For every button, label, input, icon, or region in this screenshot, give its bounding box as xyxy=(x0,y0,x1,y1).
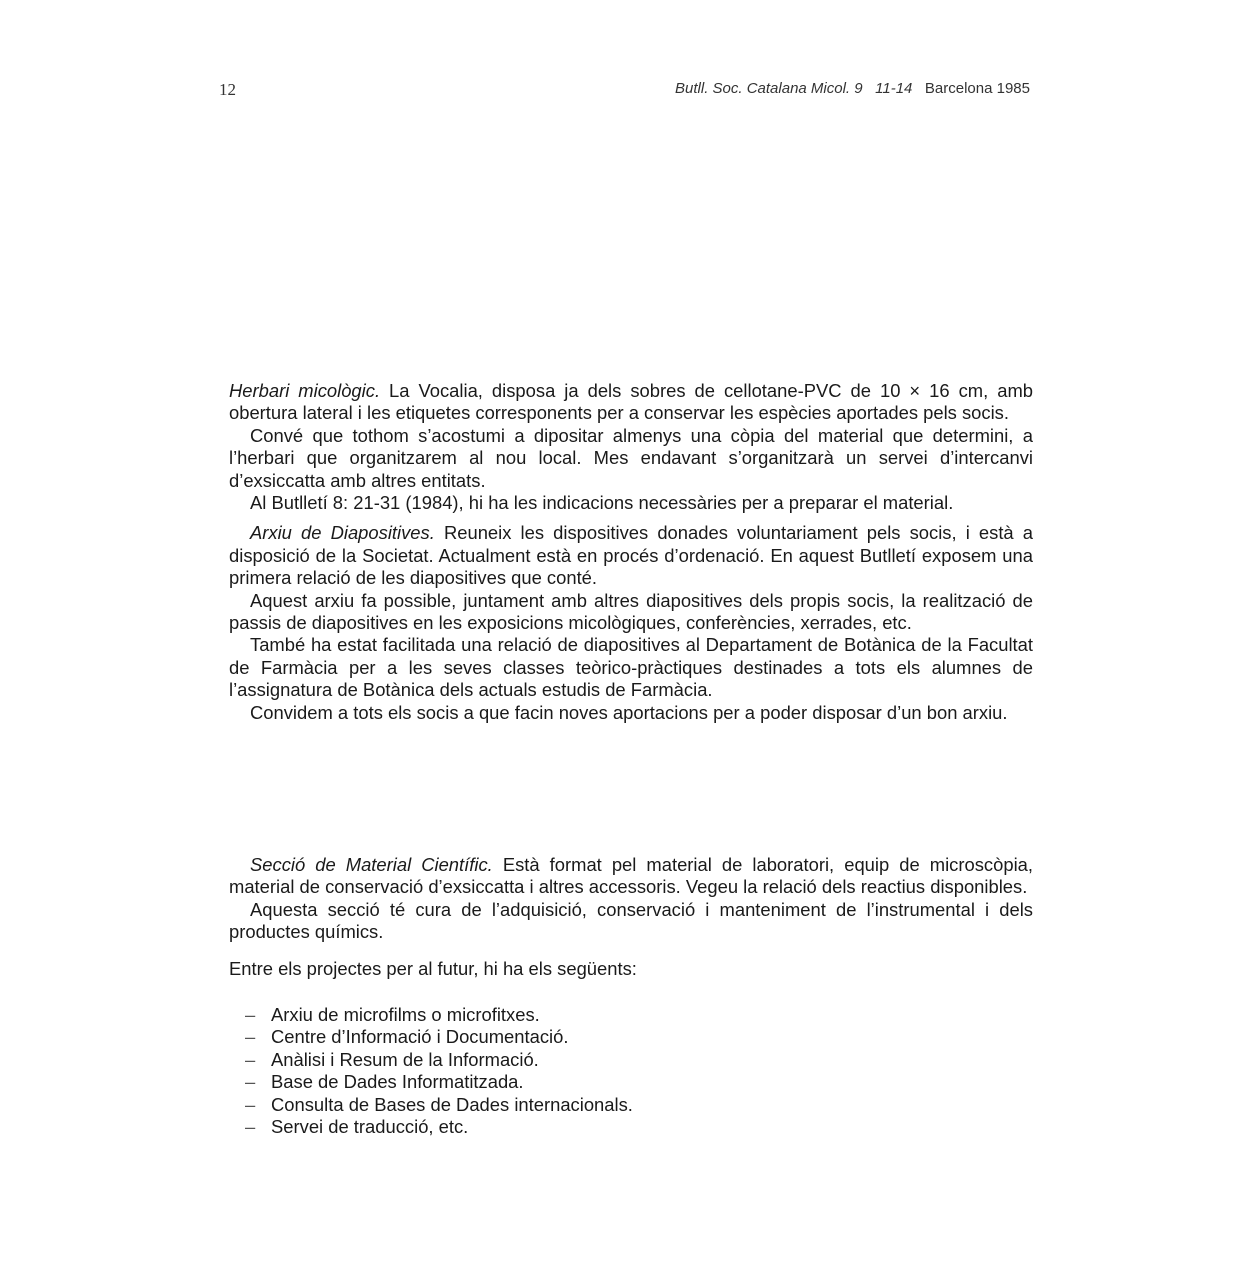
paragraph xyxy=(229,425,1033,492)
paragraph-text: La Vocalia, disposa ja dels sobres de cellotane-PVC de 10 × 16 cm, amb obertura lateral i les etiquetes corresponents per a conservar les espècies aportades pels socis. xyxy=(229,380,1034,424)
paragraph xyxy=(229,854,1033,899)
paragraph xyxy=(229,522,1033,589)
dash-bullet: – xyxy=(245,1093,256,1115)
content-upper xyxy=(229,380,1033,724)
section-heading-herbari: Herbari micològic. xyxy=(229,380,381,401)
content-lower xyxy=(229,854,1033,1138)
list-item xyxy=(245,1071,1033,1093)
list-item xyxy=(245,1094,1033,1116)
running-head xyxy=(600,80,1030,97)
list-item-text: Consulta de Bases de Dades internacionals. xyxy=(271,1093,633,1115)
paragraph xyxy=(229,590,1033,635)
projects-list xyxy=(229,1004,1033,1138)
paragraph xyxy=(229,702,1033,724)
dash-bullet: – xyxy=(245,1071,256,1093)
section-heading-arxiu: Arxiu de Diapositives. xyxy=(250,522,435,544)
projects-intro: Entre els projectes per al futur, hi ha els següents: xyxy=(229,957,637,979)
section-heading-material: Secció de Material Científic. xyxy=(250,854,493,875)
paragraph xyxy=(229,380,1033,425)
paragraph xyxy=(229,899,1033,944)
paragraph-text: Reuneix les dispositives donades voluntariament pels socis, i està a disposició de la Societat. Actualment està en procés d’ordenació. En aquest Butlletí exposem una primera relació de les diapositives que conté. xyxy=(229,522,1033,589)
paragraph-text: Al Butlletí 8: 21-31 (1984), hi ha les indicacions necessàries per a preparar el material. xyxy=(250,492,954,514)
journal-title: Butll. Soc. Catalana Micol. 9 xyxy=(675,80,863,97)
paragraph-text: Aquesta secció té cura de l’adquisició, conservació i manteniment de l’instrumental i dels productes químics. xyxy=(229,898,1033,943)
list-item xyxy=(245,1026,1033,1048)
list-item-text: Centre d’Informació i Documentació. xyxy=(271,1026,569,1048)
section-herbari xyxy=(229,380,1033,514)
list-item-text: Servei de traducció, etc. xyxy=(271,1116,469,1138)
list-item xyxy=(245,1049,1033,1071)
dash-bullet: – xyxy=(245,1026,256,1048)
dash-bullet: – xyxy=(245,1116,256,1138)
list-item-text: Anàlisi i Resum de la Informació. xyxy=(271,1048,539,1070)
list-item xyxy=(245,1116,1033,1138)
list-item-text: Base de Dades Informatitzada. xyxy=(271,1071,524,1093)
list-item-text: Arxiu de microfilms o microfitxes. xyxy=(271,1004,540,1026)
section-arxiu xyxy=(229,522,1033,724)
section-material xyxy=(229,854,1033,944)
page-range: 11-14 xyxy=(875,80,913,97)
dash-bullet: – xyxy=(245,1004,256,1026)
page-number: 12 xyxy=(219,80,236,99)
paragraph-text: Convé que tothom s’acostumi a dipositar almenys una còpia del material que determini, a l’herbari que organitzarem al nou local. Mes endavant s’organitzarà un servei d’intercanvi d’exsiccatta amb altres entitats. xyxy=(229,424,1033,491)
paragraph xyxy=(229,634,1033,701)
place-year: Barcelona 1985 xyxy=(924,80,1030,97)
paragraph xyxy=(229,492,1033,514)
paragraph-text: Està format pel material de laboratori, equip de microscòpia, material de conservació d’exsiccatta i altres accessoris. Vegeu la relació dels reactius disponibles. xyxy=(229,854,1033,898)
paragraph-text: Convidem a tots els socis a que facin noves aportacions per a poder disposar d’un bon arxiu. xyxy=(250,701,1008,723)
list-item xyxy=(245,1004,1033,1026)
dash-bullet: – xyxy=(245,1048,256,1070)
paragraph-text: Aquest arxiu fa possible, juntament amb altres diapositives dels propis socis, la realització de passis de diapositives en les exposicions micològiques, conferències, xerrades, etc. xyxy=(229,589,1033,634)
paragraph-text: També ha estat facilitada una relació de diapositives al Departament de Botànica de la Facultat de Farmàcia per a les seves classes teòrico-pràctiques destinades a tots els alumnes de l’assignatura de Botànica dels actuals estudis de Farmàcia. xyxy=(229,634,1033,701)
